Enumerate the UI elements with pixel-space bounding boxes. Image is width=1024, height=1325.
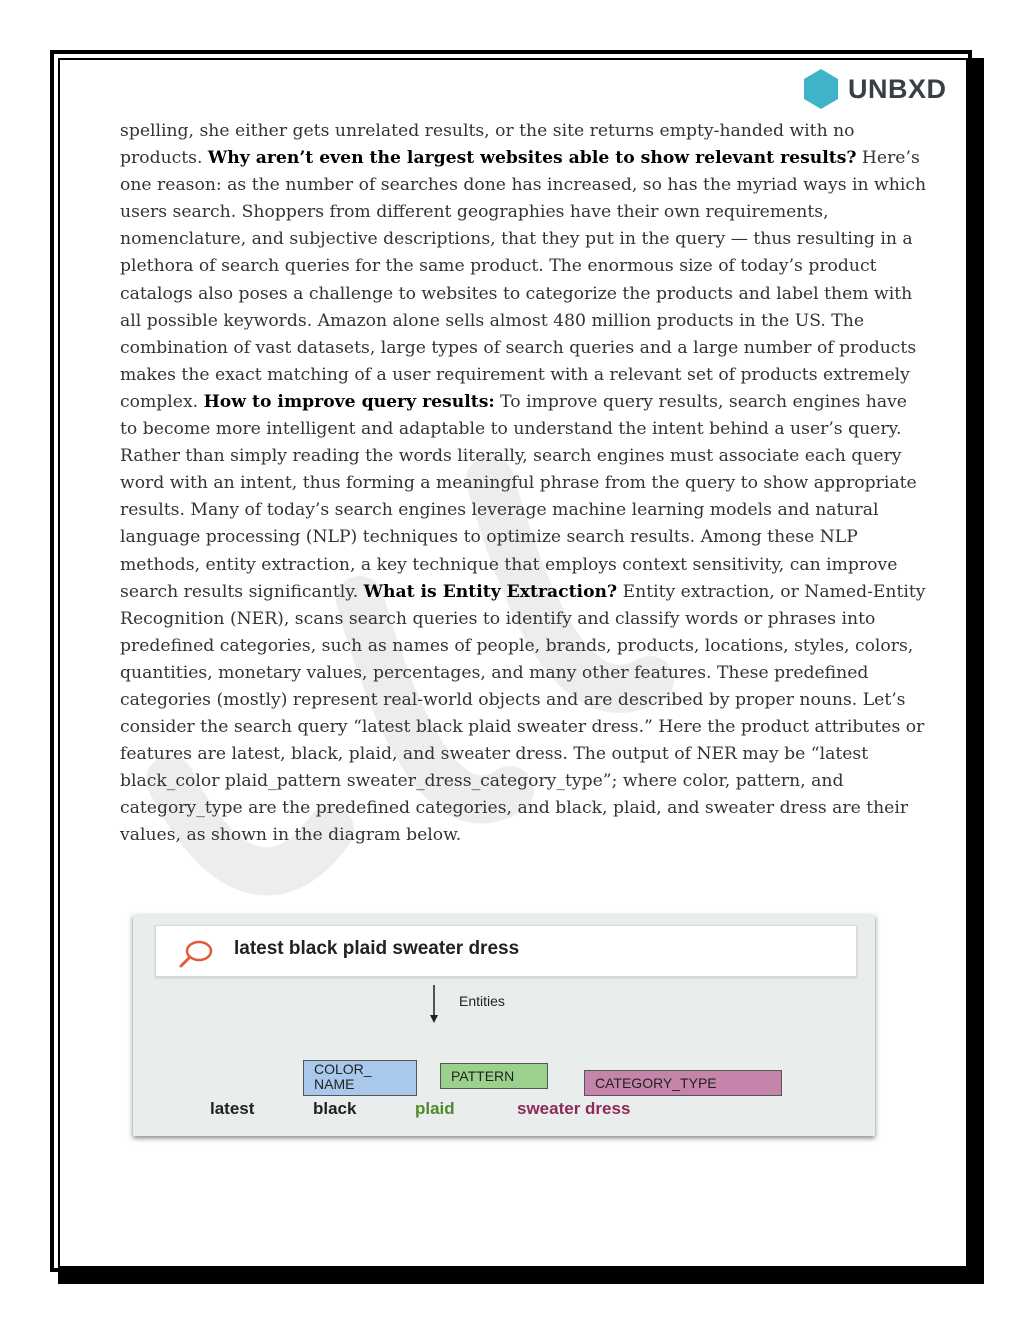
bold-heading: How to improve query results: (203, 391, 495, 412)
text-line: predefined categories, such as names of people, brands, products, locations, styles, colors, (120, 635, 914, 656)
word-sweater-dress: sweater dress (517, 1099, 631, 1118)
text-line: quantities, monetary values, percentages, and many other features. These predefined (120, 662, 869, 683)
tag-color-name: COLOR_ NAME (303, 1060, 417, 1096)
logo-text: UNBXD (848, 73, 947, 104)
tag-category-type: CATEGORY_TYPE (584, 1070, 782, 1096)
text-line: Rather than simply reading the words literally, search engines must associate each query (120, 446, 902, 467)
body-paragraph (120, 118, 927, 850)
word-plaid: plaid (415, 1099, 455, 1118)
text-line: black_color plaid_pattern sweater_dress_category_type”; where color, pattern, and (120, 771, 844, 792)
text-line: nomenclature, and subjective descriptions, that they put in the query — thus resulting in a (120, 229, 913, 250)
tag-pattern: PATTERN (440, 1063, 548, 1089)
word-latest: latest (210, 1099, 255, 1118)
text-line: users search. Shoppers from different geographies have their own requirements, (120, 202, 829, 223)
hexagon-icon (802, 68, 840, 110)
text-line: search results significantly. What is Entity Extraction? Entity extraction, or Named-Entity (120, 581, 926, 602)
word-black: black (313, 1099, 357, 1118)
text-line: all possible keywords. Amazon alone sells almost 480 million products in the US. The (120, 310, 864, 331)
entity-extraction-diagram (133, 915, 875, 1136)
text-line: spelling, she either gets unrelated results, or the site returns empty-handed with no (120, 121, 855, 141)
entities-label: Entities (459, 993, 505, 1009)
bold-heading: What is Entity Extraction? (363, 581, 618, 602)
text-line: categories (mostly) represent real-world objects and are described by proper nouns. Let’s (120, 689, 906, 710)
search-query-text: latest black plaid sweater dress (234, 938, 520, 959)
text-line: catalogs also poses a challenge to websites to categorize the products and label them with (120, 283, 913, 304)
down-arrow-icon (429, 985, 439, 1023)
text-line: makes the exact matching of a user requirement with a relevant set of products extremely (120, 364, 910, 385)
unbxd-logo (802, 68, 947, 110)
text-line: complex. How to improve query results: To improve query results, search engines have (120, 391, 907, 412)
text-line: word with an intent, thus forming a meaningful phrase from the query to show appropriate (120, 473, 917, 494)
text-line: products. Why aren’t even the largest websites able to show relevant results? Here’s (120, 148, 920, 169)
bold-heading: Why aren’t even the largest websites able to show relevant results? (207, 148, 857, 169)
text-line: one reason: as the number of searches done has increased, so has the myriad ways in which (120, 175, 927, 196)
text-line: results. Many of today’s search engines leverage machine learning models and natural (120, 500, 879, 521)
magnifier-icon (178, 938, 214, 970)
text-line: values, as shown in the diagram below. (120, 825, 462, 846)
text-line: plethora of search queries for the same product. The enormous size of today’s product (120, 256, 877, 277)
text-line: language processing (NLP) techniques to optimize search results. Among these NLP (120, 527, 858, 548)
search-bar (155, 925, 857, 977)
text-line: combination of vast datasets, large types of search queries and a large number of products (120, 337, 917, 358)
text-line: methods, entity extraction, a key technique that employs context sensitivity, can improve (120, 554, 898, 575)
text-line: to become more intelligent and adaptable to understand the intent behind a user’s query. (120, 419, 902, 440)
text-line: category_type are the predefined categories, and black, plaid, and sweater dress are their (120, 798, 909, 819)
text-line: Recognition (NER), scans search queries to identify and classify words or phrases into (120, 608, 876, 629)
text-line: consider the search query “latest black plaid sweater dress.” Here the product attributes or (120, 717, 925, 738)
text-line: features are latest, black, plaid, and sweater dress. The output of NER may be “latest (120, 744, 869, 765)
